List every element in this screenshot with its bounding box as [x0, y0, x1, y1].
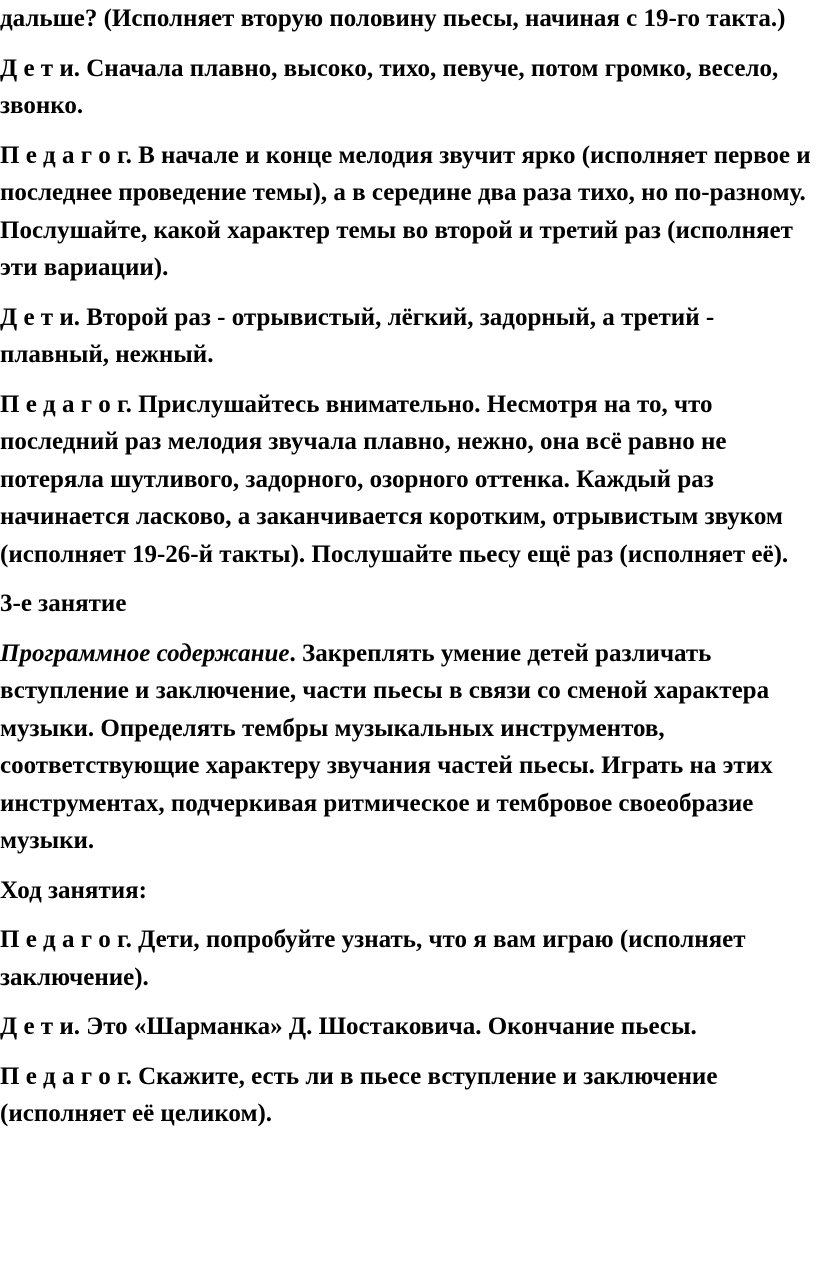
- paragraph-text: Скажите, есть ли в пьесе вступление и заключение (исполняет её целиком).: [0, 1062, 718, 1127]
- dialogue-children-1: [0, 1008, 812, 1046]
- section-title: 3-е занятие: [0, 590, 127, 617]
- program-content-paragraph: [0, 635, 812, 860]
- speaker-label: П е д а г о г.: [0, 141, 132, 169]
- speaker-label: Д е т и.: [0, 54, 80, 82]
- paragraph-text: дальше? (Исполняет вторую половину пьесы, начиная с 19-го такта.): [0, 5, 786, 32]
- speaker-label: П е д а г о г.: [0, 390, 132, 418]
- paragraph-continuation: [0, 0, 812, 38]
- paragraph-teacher-2: [0, 386, 812, 574]
- paragraph-children-1: [0, 50, 812, 125]
- program-content-label: Программное содержание: [0, 639, 290, 667]
- paragraph-text: В начале и конце мелодия звучит ярко (исполняет первое и последнее проведение темы), а в середине два раза тихо, но по-разному. Послушайте, какой характер темы во второй и третий раз (исполняет эти вариации).: [0, 141, 811, 281]
- paragraph-teacher-1: [0, 137, 812, 287]
- paragraph-text: Это «Шарманка» Д. Шостаковича. Окончание пьесы.: [79, 1013, 697, 1040]
- paragraph-text: Сначала плавно, высоко, тихо, певуче, потом громко, весело, звонко.: [0, 54, 779, 119]
- speaker-label: Д е т и.: [0, 1013, 80, 1040]
- speaker-label: П е д а г о г.: [0, 926, 132, 953]
- paragraph-text: Прислушайтесь внимательно. Несмотря на то, что последний раз мелодия звучала плавно, нежно, она всё равно не потеряла шутливого, задорного, озорного оттенка. Каждый раз начинается ласково, а заканчивается коротким, отрывистым звуком (исполняет 19-26-й такты). Послушайте пьесу ещё раз (исполняет её).: [0, 390, 789, 568]
- dialogue-teacher-2: [0, 1058, 812, 1133]
- program-content-text: . Закреплять умение детей различать вступление и заключение, части пьесы в связи со сменой характера музыки. Определять тембры музыкальных инструментов, соответствующие характеру звучания частей пьесы. Играть на этих инструментах, подчеркивая ритмическое и тембровое своеобразие музыки.: [0, 639, 773, 854]
- paragraph-text: Второй раз - отрывистый, лёгкий, задорный, а третий - плавный, нежный.: [0, 303, 715, 368]
- lesson-heading: Ход занятия:: [0, 876, 147, 904]
- speaker-label: Д е т и.: [0, 303, 80, 331]
- dialogue-teacher-1: [0, 921, 812, 996]
- paragraph-text: Дети, попробуйте узнать, что я вам играю (исполняет заключение).: [0, 926, 746, 991]
- speaker-label: П е д а г о г.: [0, 1062, 132, 1090]
- paragraph-children-2: [0, 299, 812, 374]
